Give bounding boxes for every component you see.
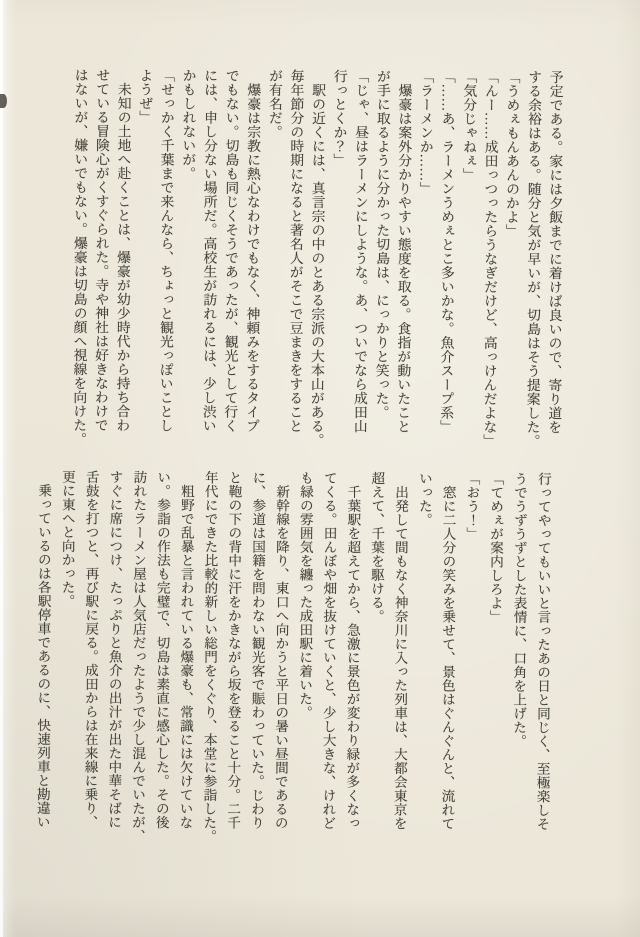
text-line: が手に取るように分かった切島は、にっかりと笑った。 — [373, 69, 390, 420]
text-line: ようぜ」 — [137, 68, 153, 125]
text-line: する余裕はある。随分と気が早いが、切島はそう提案した。 — [524, 69, 542, 448]
text-line: に、参道は国籍を問わない観光客で賑わっていた。じわり — [248, 470, 266, 830]
text-line: 舌鼓を打つと、再び駅に戻る。成田からは在来線に乗り、 — [82, 469, 99, 829]
text-line: はないが、嫌いでもない。爆豪は切島の顔へ視線を向けた。 — [71, 67, 88, 446]
text-line: すぐに席につけ、たっぷりと魚介の出汁が出た中華そばに — [106, 470, 123, 829]
text-line: うでうずうずとした表情に、口角を上げた。 — [510, 471, 528, 748]
text-line: 爆豪は宗教に熱心なわけでもなく、神頼みをするタイプ — [243, 68, 261, 433]
text-line: 未知の土地へ赴くことは、爆豪が幼少時代から持ち合わ — [114, 68, 131, 433]
vertical-text-block-bottom — [30, 470, 555, 850]
text-line: 「うめぇもんあんのかよ」 — [503, 69, 520, 238]
text-line: 「せっかく千葉まで来んなら、ちょっと観光っぽいことし — [157, 68, 175, 433]
text-line: 新幹線を降り、東口へ向かうと平日の暑い昼間であるの — [272, 470, 290, 830]
text-line: てくる。田んぼや畑を抜けていくと、少し大きな、けれど — [320, 471, 337, 830]
text-line: 乗っているのは各駅停車であるのに、快速列車と勘違い — [34, 469, 52, 829]
text-line: 出発して間もなく神奈川に入った列車は、大都会東京を — [391, 471, 409, 831]
text-line: い。参詣の作法も完璧で、切島は素直に感心した。その後 — [153, 470, 171, 830]
text-line: 行っとくか？」 — [331, 69, 347, 168]
text-line: が有名だ。 — [266, 68, 283, 139]
text-line: には、申し分ない場所だ。高校生が訪れるには、少し渋い — [200, 68, 218, 433]
text-line: 年代にできた比較的新しい総門をくぐり、本堂に参詣した。 — [201, 470, 218, 844]
text-line: 爆豪は案外分かりやすい態度を取る。食指が動いたこと — [394, 69, 412, 434]
text-line: も緑の雰囲気を纏った成田駅に着いた。 — [296, 470, 314, 720]
text-line: 窓に二人分の笑みを乗せて、景色はぐんぐんと、流れて — [439, 471, 456, 831]
text-line: 行ってやってもいいと言ったあの日と同じく、至極楽しそ — [534, 471, 551, 831]
text-line: 粗野で乱暴と言われている爆豪も、常識には欠けていな — [177, 470, 195, 830]
text-line: 訪れたラーメン屋は人気店だったようで少し混んでいたが、 — [129, 470, 147, 843]
text-line: 「……あ、ラーメンうめぇとこ多いかな。魚介スープ系」 — [438, 69, 455, 434]
text-line: かもしれないが。 — [180, 68, 196, 181]
vertical-text-block-top — [67, 68, 565, 452]
text-line: いった。 — [416, 471, 433, 527]
text-line: せている冒険心がくすぐられた。寺や神社は好きなわけで — [92, 68, 110, 433]
text-line: 駅の近くには、真言宗の中のとある宗派の大本山がある。 — [308, 68, 326, 448]
text-line: 毎年節分の時期になると著名人がそこで豆まきをすること — [287, 68, 304, 433]
text-line: と鞄の下の背中に汗をかきながら坂を登ること十分。二千 — [225, 470, 242, 830]
text-line: 予定である。家には夕飯までに着けば良いので、寄り道を — [546, 69, 563, 435]
text-line: 「気分じゃねぇ」 — [460, 69, 477, 182]
text-line: でもない。切島も同じくそうであったが、観光として行く — [222, 68, 239, 433]
text-line: 千葉駅を超えてから、急激に景色が変わり緑が多くなっ — [344, 471, 361, 830]
text-line: 「おう！」 — [464, 471, 480, 541]
text-line: 更に東へと向かった。 — [59, 469, 76, 608]
text-line: 「ラーメンか……」 — [417, 69, 434, 196]
text-line: 「じゃ、昼はラーメンにしような。あ、ついでなら成田山 — [351, 69, 369, 434]
text-line: 超えて、千葉を駆ける。 — [368, 471, 385, 624]
text-line: 「んー……成田っつったらうなぎだけど、高っけんだよな」 — [481, 69, 498, 448]
text-line: 「てめぇが案内しろよ」 — [487, 471, 504, 624]
